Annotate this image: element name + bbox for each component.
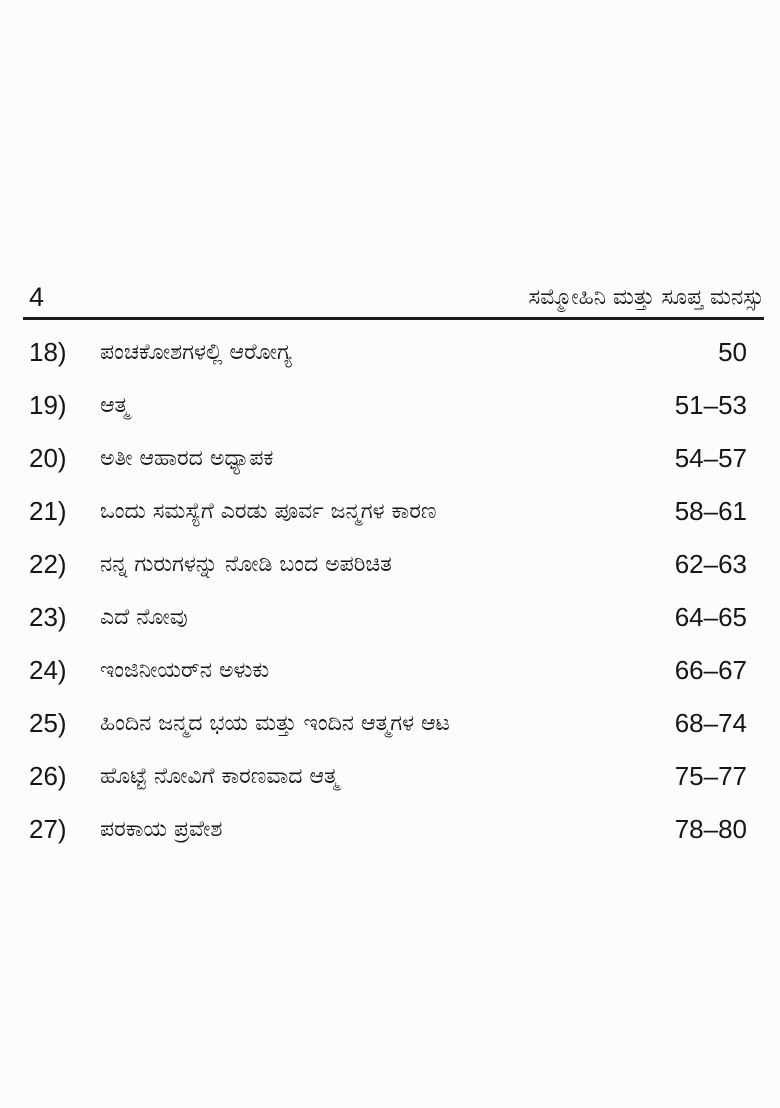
chapter-number: 20) xyxy=(29,443,67,473)
chapter-number: 24) xyxy=(29,655,67,685)
toc-entry xyxy=(0,751,780,804)
chapter-pages: 62–63 xyxy=(674,549,747,579)
chapter-pages: 58–61 xyxy=(674,496,747,526)
toc-entry xyxy=(0,698,780,751)
chapter-title: ಇಂಜಿನೀಯರ್‌ನ ಅಳುಕು xyxy=(100,658,270,683)
chapter-title: ಎದೆ ನೋವು xyxy=(100,605,188,630)
toc-entry xyxy=(0,592,780,645)
chapter-number: 23) xyxy=(29,602,67,632)
chapter-title: ಒಂದು ಸಮಸ್ಯೆಗೆ ಎರಡು ಪೂರ್ವ ಜನ್ಮಗಳ ಕಾರಣ xyxy=(100,499,437,524)
chapter-title: ಹೊಟ್ಟೆ ನೋವಿಗೆ ಕಾರಣವಾದ ಆತ್ಮ xyxy=(100,764,339,789)
chapter-title: ಆತ್ಮ xyxy=(100,393,130,418)
chapter-title: ಪಂಚಕೋಶಗಳಲ್ಲಿ ಆರೋಗ್ಯ xyxy=(100,340,292,365)
toc-entry xyxy=(0,380,780,433)
chapter-title: ಪರಕಾಯ ಪ್ರವೇಶ xyxy=(100,817,223,842)
chapter-title: ನನ್ನ ಗುರುಗಳನ್ನು ನೋಡಿ ಬಂದ ಅಪರಿಚಿತ xyxy=(100,552,392,577)
toc-entry xyxy=(0,327,780,380)
chapter-number: 25) xyxy=(29,708,67,738)
toc-entry xyxy=(0,539,780,592)
toc-entry xyxy=(0,804,780,857)
chapter-pages: 50 xyxy=(718,337,747,367)
running-header xyxy=(27,281,764,313)
chapter-title: ಹಿಂದಿನ ಜನ್ಮದ ಭಯ ಮತ್ತು ಇಂದಿನ ಆತ್ಮಗಳ ಆಟ xyxy=(100,711,450,736)
chapter-number: 19) xyxy=(29,390,67,420)
chapter-number: 22) xyxy=(29,549,67,579)
toc-entry xyxy=(0,433,780,486)
chapter-number: 21) xyxy=(29,496,67,526)
chapter-pages: 54–57 xyxy=(674,443,747,473)
chapter-pages: 68–74 xyxy=(674,708,747,738)
book-title: ಸಮ್ಮೋಹಿನಿ ಮತ್ತು ಸೂಪ್ತ ಮನಸ್ಸು xyxy=(528,285,764,310)
chapter-pages: 66–67 xyxy=(674,655,747,685)
chapter-title: ಅತೀ ಆಹಾರದ ಅಧ್ಯಾಪಕ xyxy=(100,446,274,471)
table-of-contents xyxy=(0,327,780,857)
chapter-number: 26) xyxy=(29,761,67,791)
page-number: 4 xyxy=(29,282,45,312)
chapter-pages: 51–53 xyxy=(674,390,747,420)
toc-entry xyxy=(0,645,780,698)
chapter-pages: 64–65 xyxy=(674,602,747,632)
chapter-pages: 78–80 xyxy=(674,814,747,844)
chapter-number: 18) xyxy=(29,337,67,367)
header-divider xyxy=(23,317,764,320)
toc-entry xyxy=(0,486,780,539)
chapter-number: 27) xyxy=(29,814,67,844)
chapter-pages: 75–77 xyxy=(674,761,747,791)
